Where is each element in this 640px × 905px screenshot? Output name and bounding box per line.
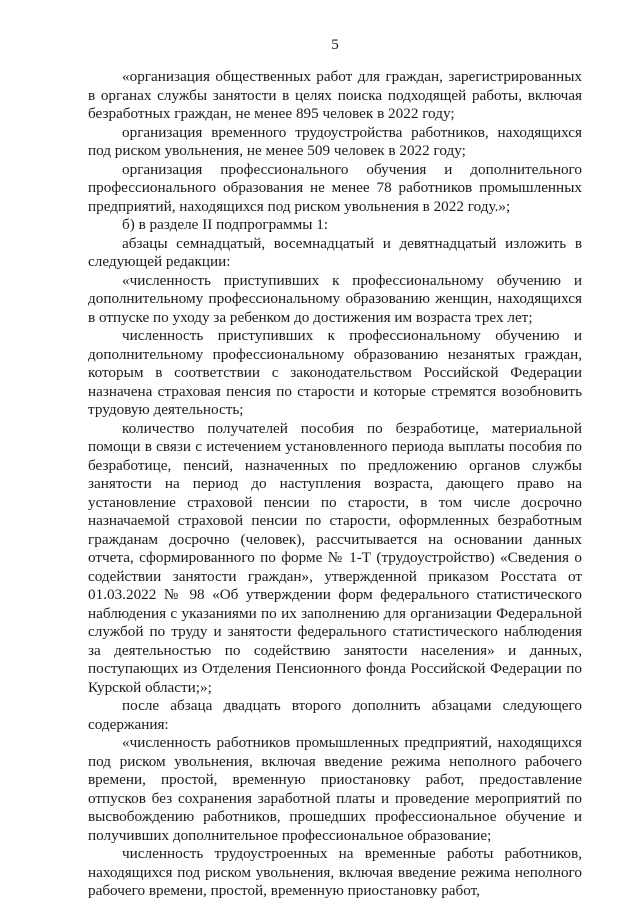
paragraph-4: б) в разделе II подпрограммы 1: — [122, 216, 329, 233]
paragraph-3: организация профессионального обучения и дополнительного профессионального образования не менее 78 работников промышленных предприятий, находящихся под риском увольнения в 2022 году.»; — [88, 160, 582, 215]
paragraph-2: организация временного трудоустройства работников, находящихся под риском увольнения, не менее 509 человек в 2022 году; — [88, 123, 582, 159]
paragraph-8: количество получателей пособия по безработице, материальной помощи в связи с истечением установленного периода выплаты пособия по безработице, пенсий, назначенных по предложению органов службы занятости на период до наступления возраста, дающего право на установление страховой пенсии по старости, в том числе досрочно назначаемой страховой пенсии по старости, оформленных безработным гражданам досрочно (человек), рассчитывается на основании данных отчета, сформированного по форме № 1-Т (трудоустройство) «Сведения о содействии занятости граждан», утвержденной приказом Росстата от 01.03.2022 № 98 «Об утверждении форм федерального статистического наблюдения с указаниями по их заполнению для организации Федеральной службой по труду и занятости федерального статистического наблюдения за деятельностью по содействию занятости населения» и данных, поступающих из Отделения Пенсионного фонда Российской Федерации по Курской области;»; — [88, 419, 582, 696]
paragraph-1: «организация общественных работ для граждан, зарегистрированных в органах службы занятости в целях поиска подходящей работы, включая безработных граждан, не менее 895 человек в 2022 году; — [88, 68, 582, 122]
page-number: 5 — [331, 37, 339, 53]
paragraph-7: численность приступивших к профессиональному обучению и дополнительному профессиональному образованию незанятых граждан, которым в соответствии с законодательством Российской Федерации назначена страховая пенсия по старости и которые стремятся возобновить трудовую деятельность; — [88, 327, 582, 418]
paragraph-11: численность трудоустроенных на временные работы работников, находящихся под риском увольнения, включая введение режима неполного рабочего времени, простой, временную приостановку работ, — [88, 845, 582, 899]
document-body — [88, 68, 582, 901]
paragraph-5: абзацы семнадцатый, восемнадцатый и девятнадцатый изложить в следующей редакции: — [88, 234, 582, 270]
paragraph-9: после абзаца двадцать второго дополнить абзацами следующего содержания: — [88, 697, 582, 733]
paragraph-6: «численность приступивших к профессиональному обучению и дополнительному профессиональному образованию женщин, находящихся в отпуске по уходу за ребенком до достижения им возраста трех лет; — [88, 271, 582, 326]
paragraph-10: «численность работников промышленных предприятий, находящихся под риском увольнения, включая введение режима неполного рабочего времени, простой, временную приостановку работ, предоставление отпусков без сохранения заработной платы и проведение мероприятий по высвобождению работников, прошедших профессиональное обучение и получивших дополнительное профессиональное образование; — [88, 734, 582, 844]
